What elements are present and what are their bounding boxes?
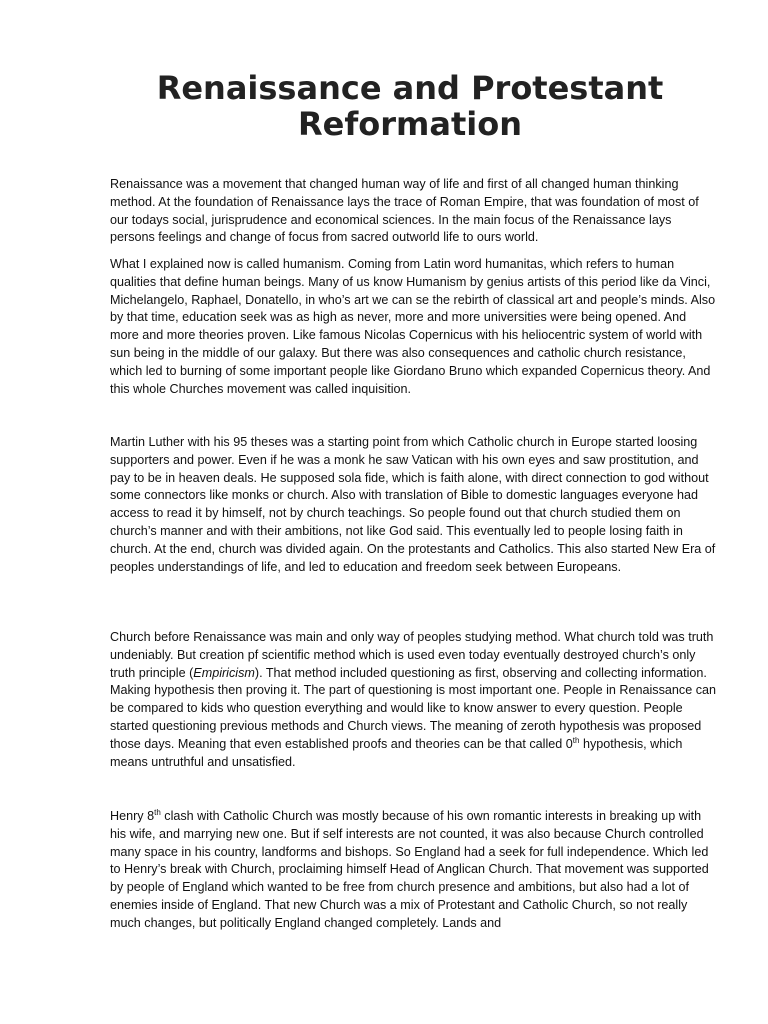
paragraph-text: Church before Renaissance was main and only way of peoples studying method. What church told was truth undeniably. But creation pf scientific method which is used even today eventually destroyed church’s only truth principle ( xyxy=(110,630,714,680)
paragraph-martin-luther: Martin Luther with his 95 theses was a starting point from which Catholic church in Europe started loosing supporters and power. Even if he was a monk he saw Vatican with his own eyes and saw prostitution, and pay to be in heaven deals. He supposed sola fide, which is faith alone, with direct connection to god without some connectors like monks or church. Also with translation of Bible to domestic languages everyone had access to read it by himself, not by church teachings. So people found out that church studied them on church’s manner and with their ambitions, not like God said. This eventually led to people losing faith in church. At the end, church was divided again. On the protestants and Catholics. This also started New Era of peoples understandings of life, and led to education and freedom seek between Europeans. xyxy=(110,435,716,574)
paragraph-humanism: What I explained now is called humanism. Coming from Latin word humanitas, which refers to human qualities that define human beings. Many of us know Humanism by genius artists of this period like da Vinci, Michelangelo, Raphael, Donatello, in who’s art we can se the rebirth of classical art and people’s minds. Also by that time, education seek was as high as never, more and more universities were being opened. And more and more theories proven. Like famous Nicolas Copernicus with his heliocentric system of world with sun being in the middle of our galaxy. But there was also consequences and catholic church resistance, which led to burning of some important people like Giordano Bruno which expanded Copernicus theory. And this whole Churches movement was called inquisition. xyxy=(110,257,716,396)
paragraph-text: clash with Catholic Church was mostly because of his own romantic interests in breaking up with his wife, and marrying new one. But if self interests are not counted, it was also because Church controlled many space in his country, landforms and bishops. So England had a seek for full independence. Which led to Henry’s break with Church, proclaiming himself Head of Anglican Church. That movement was supported by people of England which wanted to be free from church presence and ambitions, but also had a lot of enemies inside of England. That new Church was a mix of Protestant and Catholic Church, so not really much changes, but politically England changed completely. Lands and xyxy=(110,809,709,930)
paragraph-henry-viii xyxy=(110,808,718,933)
superscript-th: th xyxy=(572,735,580,745)
paragraph-text: Henry 8 xyxy=(110,809,155,823)
paragraph-text: ). That method included questioning as first, observing and collecting information. Making hypothesis then proving it. The part of questioning is most important one. People in Renaissance can be compared to kids who question everything and would like to know answer to every question. People started questioning previous methods and Church views. The meaning of zeroth hypothesis was proposed those days. Meaning that even established proofs and theories can be that called 0 xyxy=(110,665,717,751)
empiricism-term: Empiricism xyxy=(193,665,255,680)
paragraph-scientific-method xyxy=(110,629,718,771)
paragraph-renaissance-intro: Renaissance was a movement that changed human way of life and first of all changed human thinking method. At the foundation of Renaissance lays the trace of Roman Empire, that was foundation of most of our todays social, jurisprudence and economical sciences. In the main focus of the Renaissance lays persons feelings and change of focus from sacred outworld life to ours world. xyxy=(110,177,699,245)
paragraph-text: hypothesis, which means untruthful and unsatisfied. xyxy=(110,736,683,769)
superscript-th: th xyxy=(154,807,161,817)
document-title: Renaissance and Protestant Reformation xyxy=(156,69,664,143)
